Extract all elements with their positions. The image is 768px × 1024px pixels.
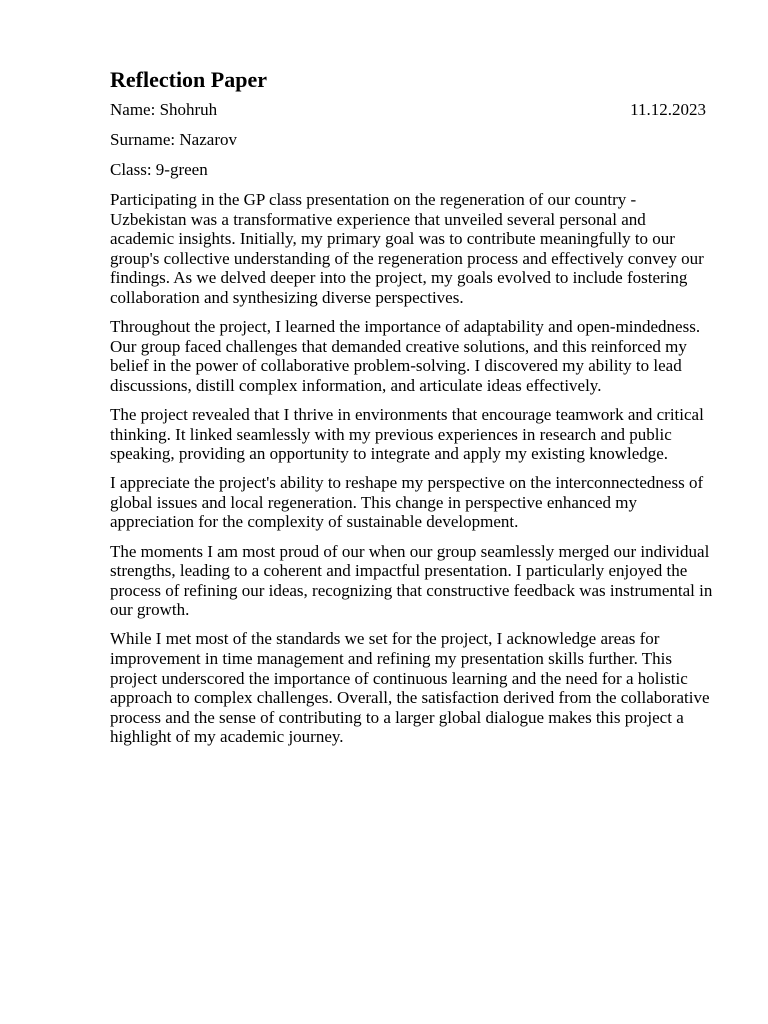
name-date-row xyxy=(110,100,706,120)
document-title: Reflection Paper xyxy=(110,67,267,92)
paragraph: While I met most of the standards we set for the project, I acknowledge areas for improvement in time management and refining my presentation skills further. This project underscored the importance of continuous learning and the need for a holistic approach to complex challenges. Overall, the satisfaction derived from the collaborative process and the sense of contributing to a larger global dialogue makes this project a highlight of my academic journey. xyxy=(110,629,710,747)
student-class: Class: 9-green xyxy=(110,160,208,179)
paragraph: I appreciate the project's ability to reshape my perspective on the interconnectedness of global issues and local regeneration. This change in perspective enhanced my appreciation for the complexity of sustainable development. xyxy=(110,473,704,532)
student-name: Name: Shohruh xyxy=(110,100,218,119)
document-date: 11.12.2023 xyxy=(630,100,706,119)
paragraph: Throughout the project, I learned the importance of adaptability and open-mindedness. Our group faced challenges that demanded creative solutions, and this reinforced my belief in the power of collaborative problem-solving. I discovered my ability to lead discussions, distill complex information, and articulate ideas effectively. xyxy=(110,317,701,395)
paragraph: The moments I am most proud of our when our group seamlessly merged our individual strengths, leading to a coherent and impactful presentation. I particularly enjoyed the process of refining our ideas, recognizing that constructive feedback was instrumental in our growth. xyxy=(110,541,713,620)
document-page xyxy=(110,66,714,756)
paragraph: Participating in the GP class presentation on the regeneration of our country - Uzbekistan was a transformative experience that unveiled several personal and academic insights. Initially, my primary goal was to contribute meaningfully to our group's collective understanding of the regeneration process and effectively convey our findings. As we delved deeper into the project, my goals evolved to include fostering collaboration and synthesizing diverse perspectives. xyxy=(110,190,704,307)
paragraph: The project revealed that I thrive in environments that encourage teamwork and critical thinking. It linked seamlessly with my previous experiences in research and public speaking, providing an opportunity to integrate and apply my existing knowledge. xyxy=(110,404,704,464)
student-surname: Surname: Nazarov xyxy=(110,130,237,149)
